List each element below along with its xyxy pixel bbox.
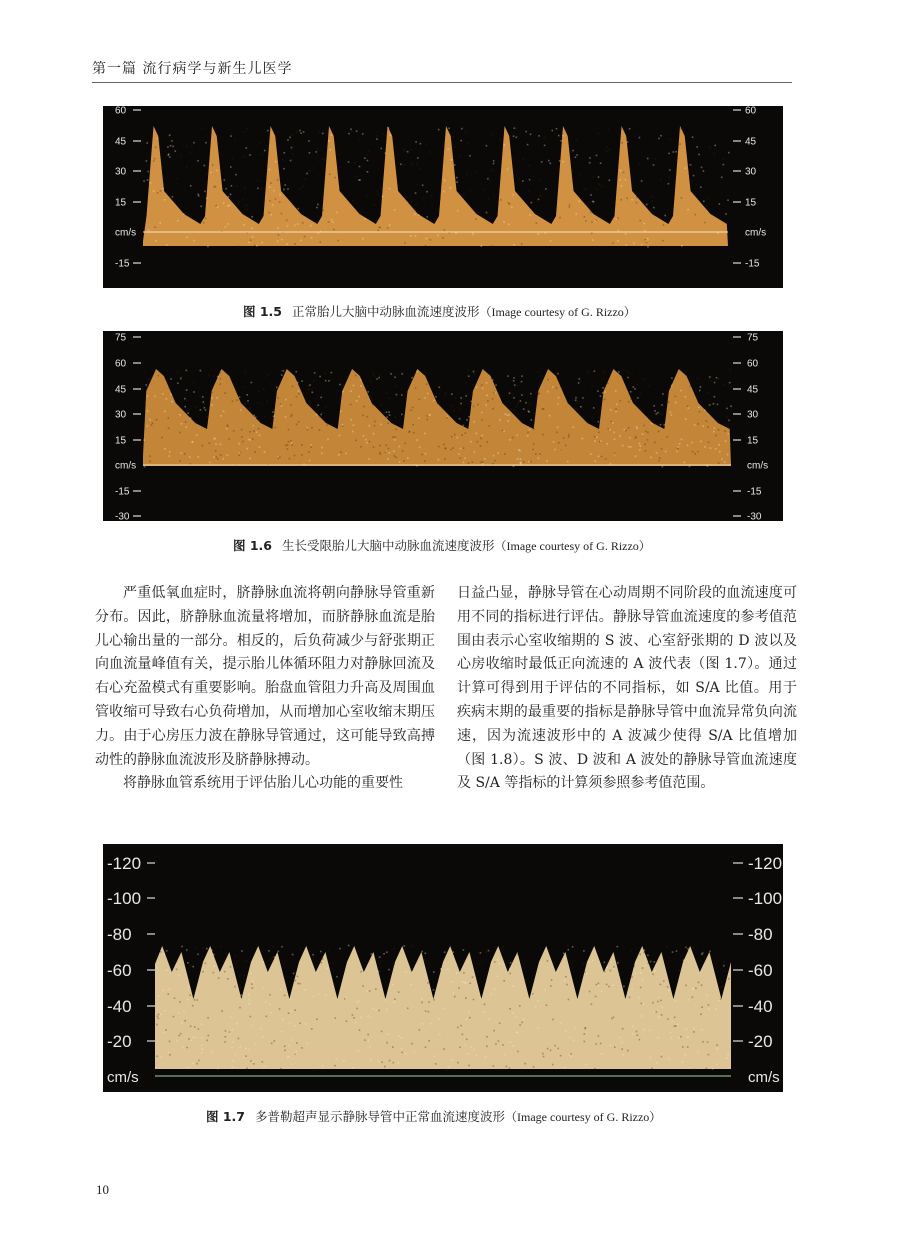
tick-label: 15: [115, 435, 127, 447]
figure-caption-number: 图 1.7: [206, 1109, 245, 1124]
page-number: 10: [96, 1182, 109, 1197]
paragraph: 严重低氧血症时，脐静脉血流将朝向静脉导管重新分布。因此，脐静脉血流量将增加，而脐静脉血流是胎儿心输出量的一部分。相反的，后负荷减少与舒张期正向血流量峰值有关，提示胎儿体循环阻力对静脉回流及右心充盈模式有重要影响。胎盘血管阻力升高及周围血管收缩可导致右心负荷增加，从而增加心室收缩末期压力。由于心房压力波在静脉导管通过，这可能导致高搏动性的静脉血流波形及脐静脉搏动。: [95, 585, 435, 768]
figure-caption-courtesy: （Image courtesy of G. Rizzo）: [479, 305, 636, 319]
figure-1-7-doppler-image: [103, 844, 783, 1092]
axis-unit-label: cm/s: [748, 1068, 780, 1086]
tick-label: 45: [115, 136, 127, 148]
tick-label: 45: [747, 384, 759, 396]
figure-caption-courtesy: （Image courtesy of G. Rizzo）: [505, 1110, 662, 1124]
figure-caption-courtesy: （Image courtesy of G. Rizzo）: [494, 539, 651, 553]
tick-label: -60: [107, 960, 132, 980]
tick-label: 60: [747, 358, 759, 370]
figure-1-5-caption: [243, 302, 636, 320]
body-column-left: [95, 582, 435, 796]
header-rule: [92, 82, 792, 83]
tick-label: -100: [748, 888, 783, 908]
tick-label: 45: [115, 384, 127, 396]
tick-label: 30: [115, 409, 127, 421]
paragraph: 将静脉血管系统用于评估胎儿心功能的重要性: [123, 775, 403, 792]
tick-label: -15: [745, 258, 760, 270]
tick-label: -30: [747, 511, 762, 521]
axis-unit-label: cm/s: [115, 460, 137, 472]
axis-unit-label: cm/s: [107, 1068, 139, 1086]
figure-1-7-caption: [206, 1107, 661, 1125]
figure-1-6-doppler-image: [103, 331, 783, 521]
tick-label: 30: [745, 166, 757, 178]
figure-caption-text: 多普勒超声显示静脉导管中正常血流速度波形: [255, 1109, 506, 1124]
running-header: 第一篇 流行病学与新生儿医学: [92, 61, 293, 77]
tick-label: 15: [747, 435, 759, 447]
tick-label: 75: [747, 332, 759, 344]
axis-unit-label: cm/s: [115, 227, 137, 239]
tick-label: -15: [747, 486, 762, 498]
paragraph: 日益凸显，静脉导管在心动周期不同阶段的血流速度可用不同的指标进行评估。静脉导管血流速度的参考值范围由表示心室收缩期的 S 波、心室舒张期的 D 波以及心房收缩时最低正向流速的 A 波代表（图 1.7）。通过计算可得到用于评估的不同指标，如 S/A 比值。用于疾病末期的最重要的指标是静脉导管中血流异常负向流速，因为流速波形中的 A 波减少使得 S/A 比值增加（图 1.8）。S 波、D 波和 A 波处的静脉导管血流速度及 S/A 等指标的计算须参照参考值范围。: [457, 585, 797, 792]
figure-caption-text: 生长受限胎儿大脑中动脉血流速度波形: [282, 538, 495, 553]
tick-label: -30: [115, 511, 130, 521]
tick-label: -100: [107, 888, 142, 908]
tick-label: 60: [745, 106, 757, 117]
tick-label: 30: [115, 166, 127, 178]
axis-unit-label: cm/s: [747, 460, 769, 472]
tick-label: 30: [747, 409, 759, 421]
tick-label: -40: [107, 996, 132, 1016]
tick-label: -60: [748, 960, 773, 980]
tick-label: 75: [115, 332, 127, 344]
body-column-right: [457, 582, 797, 796]
figure-caption-number: 图 1.6: [233, 538, 272, 553]
tick-label: -20: [107, 1031, 132, 1051]
tick-label: -80: [748, 924, 773, 944]
tick-label: 60: [115, 106, 127, 117]
tick-label: -40: [748, 996, 773, 1016]
figure-caption-text: 正常胎儿大脑中动脉血流速度波形: [292, 304, 480, 319]
tick-label: -20: [748, 1031, 773, 1051]
tick-label: 15: [745, 197, 757, 209]
axis-unit-label: cm/s: [745, 227, 767, 239]
figure-1-6-caption: [233, 536, 651, 554]
tick-label: -80: [107, 924, 132, 944]
tick-label: 60: [115, 358, 127, 370]
tick-label: 15: [115, 197, 127, 209]
tick-label: -120: [107, 853, 142, 873]
tick-label: -15: [115, 486, 130, 498]
figure-caption-number: 图 1.5: [243, 304, 282, 319]
tick-label: -120: [748, 853, 783, 873]
figure-1-5-doppler-image: [103, 106, 783, 288]
tick-label: 45: [745, 136, 757, 148]
tick-label: -15: [115, 258, 130, 270]
